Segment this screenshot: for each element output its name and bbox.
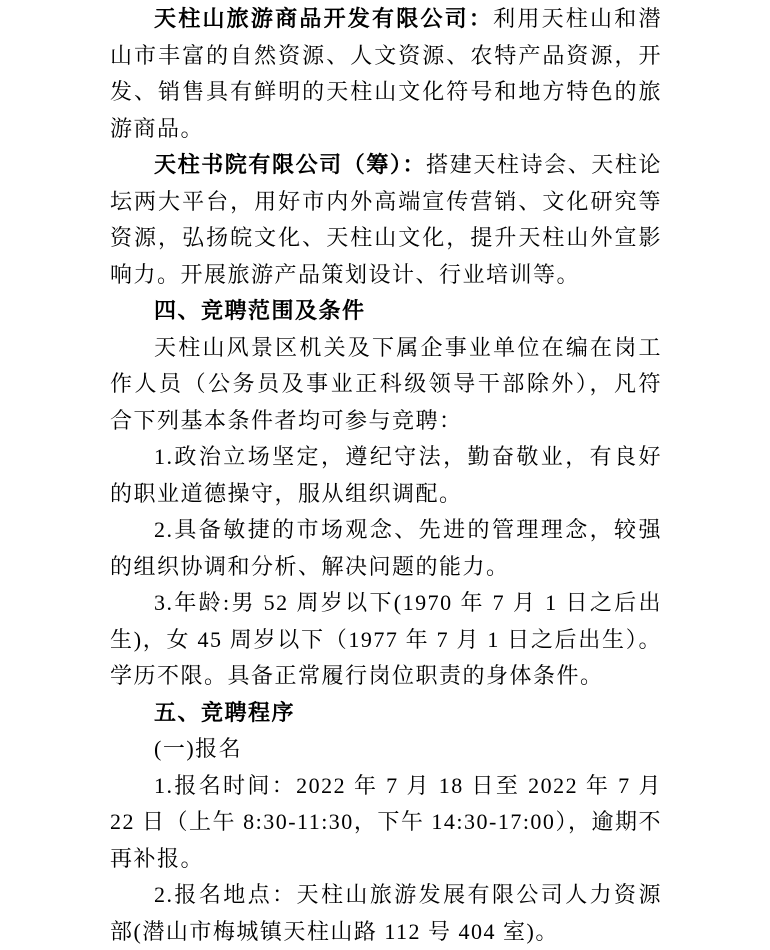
paragraph-condition-1: 1.政治立场坚定，遵纪守法，勤奋敬业，有良好的职业道德操守，服从组织调配。 xyxy=(110,444,662,506)
paragraph-condition-3-age: 3.年龄:男 52 周岁以下(1970 年 7 月 1 日之后出生)，女 45 周岁以下（1977 年 7 月 1 日之后出生）。学历不限。具备正常履行岗位职责的身体条件。 xyxy=(110,590,662,688)
paragraph-company-goods xyxy=(110,1,662,147)
paragraph-company-academy xyxy=(110,147,662,293)
company-name-bold-lead: 天柱书院有限公司（筹）： xyxy=(154,152,427,177)
paragraph-registration-location: 2.报名地点：天柱山旅游发展有限公司人力资源部(潜山市梅城镇天柱山路 112 号 404 室)。 xyxy=(110,882,662,944)
subheading-registration: (一)报名 xyxy=(154,736,243,761)
paragraph-eligibility: 天柱山风景区机关及下属企事业单位在编在岗工作人员（公务员及事业正科级领导干部除外），凡符合下列基本条件者均可参与竞聘： xyxy=(110,334,662,433)
paragraph-text: 搭建天柱诗会、天柱论坛两大平台，用好市内外高端宣传营销、文化研究等资源，弘扬皖文化、天柱山文化，提升天柱山外宣影响力。开展旅游产品策划设计、行业培训等。 xyxy=(110,152,662,287)
paragraph-text: 利用天柱山和潜山市丰富的自然资源、人文资源、农特产品资源，开发、销售具有鲜明的天柱山文化符号和地方特色的旅游商品。 xyxy=(110,6,662,141)
paragraph-registration-time: 1.报名时间：2022 年 7 月 18 日至 2022 年 7 月 22 日（上午 8:30-11:30，下午 14:30-17:00），逾期不再补报。 xyxy=(110,772,662,871)
company-name-bold-lead: 天柱山旅游商品开发有限公司： xyxy=(154,6,494,31)
section-heading-scope-conditions: 四、竞聘范围及条件 xyxy=(154,298,366,323)
section-heading-procedure: 五、竞聘程序 xyxy=(154,699,296,725)
paragraph-condition-2: 2.具备敏捷的市场观念、先进的管理理念，较强的组织协调和分析、解决问题的能力。 xyxy=(110,517,662,579)
